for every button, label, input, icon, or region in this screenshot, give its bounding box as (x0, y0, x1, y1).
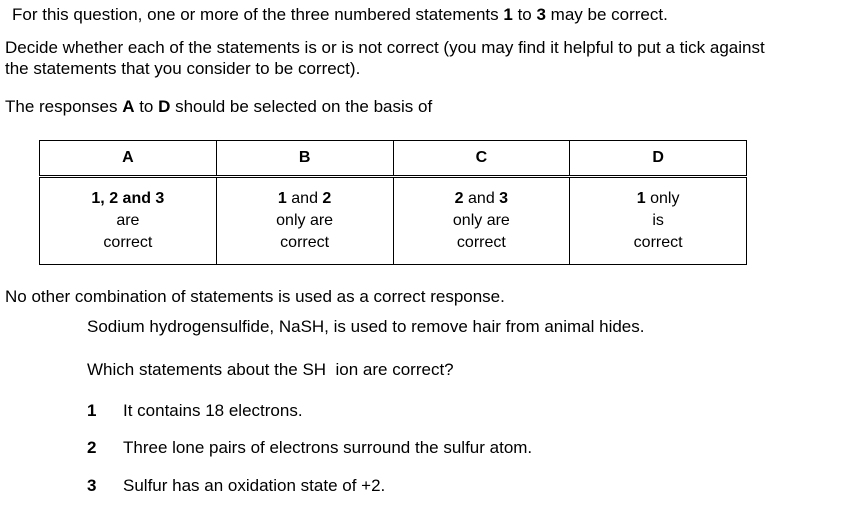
response-cell-a: 1, 2 and 3 are correct (40, 177, 217, 265)
combination-note: No other combination of statements is used as a correct response. (5, 287, 505, 306)
instruction-line-2: Decide whether each of the statements is or is not correct (you may find it helpful to put a tick against (5, 38, 765, 57)
instruction-line-1: For this question, one or more of the three numbered statements 1 to 3 may be correct. (12, 5, 668, 24)
statement-number-1: 1 (87, 401, 97, 420)
response-cell-b: 1 and 2 only are correct (216, 177, 393, 265)
response-key-table (39, 140, 747, 265)
statement-number-2: 2 (87, 438, 97, 457)
question-prompt: Which statements about the SH ion are correct? (87, 360, 454, 379)
response-body-row (40, 177, 747, 265)
statement-text-2: Three lone pairs of electrons surround the sulfur atom. (123, 438, 533, 457)
question-stem: Sodium hydrogensulfide, NaSH, is used to remove hair from animal hides. (87, 317, 645, 336)
statement-text-1: It contains 18 electrons. (123, 401, 303, 420)
response-header-d: D (570, 141, 747, 177)
response-cell-c: 2 and 3 only are correct (393, 177, 570, 265)
response-header-row (40, 141, 747, 177)
instruction-line-3: the statements that you consider to be correct). (5, 59, 361, 78)
response-header-b: B (216, 141, 393, 177)
response-header-c: C (393, 141, 570, 177)
response-cell-d: 1 only is correct (570, 177, 747, 265)
statement-number-3: 3 (87, 476, 97, 495)
response-header-a: A (40, 141, 217, 177)
instruction-line-4: The responses A to D should be selected on the basis of (5, 97, 433, 116)
statement-text-3: Sulfur has an oxidation state of +2. (123, 476, 386, 495)
